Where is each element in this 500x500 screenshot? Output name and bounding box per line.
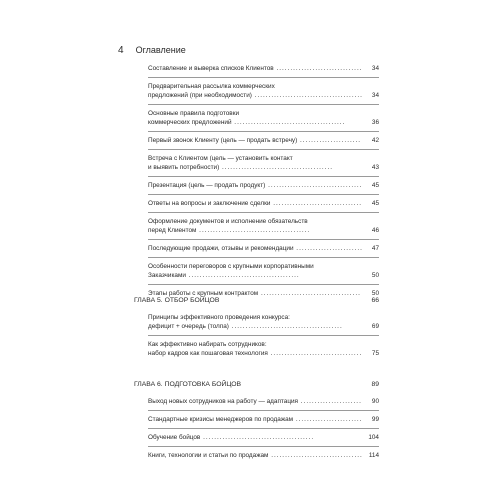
toc-entry[interactable] xyxy=(148,136,379,145)
leader-dots: ...................... xyxy=(298,398,362,405)
leader-dots: ........................ xyxy=(293,416,363,423)
leader-dots: .................................. xyxy=(265,182,363,189)
toc-entry-text: Первый звонок Клиенту (цель — продать встречу) xyxy=(148,137,298,144)
divider xyxy=(148,257,379,258)
toc-entry-text: Ответы на вопросы и заключение сделки xyxy=(148,200,271,207)
divider xyxy=(148,77,379,78)
toc-entry-text: Предварительная рассылка коммерческих xyxy=(148,83,275,90)
divider xyxy=(148,284,379,285)
toc-entry-text: и выявить потребности) xyxy=(148,164,220,171)
chapter-6-heading[interactable] xyxy=(134,380,379,389)
toc-entry-text: Как эффективно набирать сотрудников: xyxy=(148,341,267,348)
toc-entry-text: Последующие продажи, отзывы и рекомендации xyxy=(148,245,294,252)
leader-dots: ........................................ xyxy=(228,323,343,330)
toc-entry-page: 90 xyxy=(371,398,379,405)
toc-entry-page: 46 xyxy=(371,227,379,234)
leader-dots: ........................................ xyxy=(219,164,333,171)
toc-entry-text: перед Клиентом xyxy=(148,227,197,234)
chapter-6-title: ГЛАВА 6. ПОДГОТОВКА БОЙЦОВ xyxy=(134,381,242,388)
toc-entry-page: 45 xyxy=(371,200,379,207)
toc-entry-page: 45 xyxy=(371,182,379,189)
toc-entry-text: набор кадров как пошаговая технология xyxy=(148,350,268,357)
chapter-5-heading[interactable] xyxy=(134,296,379,305)
toc-entry-text: дефицит + очередь (толпа) xyxy=(148,323,229,330)
divider xyxy=(148,149,379,150)
toc-entry-page: 43 xyxy=(371,164,379,171)
toc-entry-text: Стандартные кризисы менеджеров по продажам xyxy=(148,416,294,423)
toc-entry-page: 42 xyxy=(371,137,379,144)
toc-entry-page: 34 xyxy=(371,92,379,99)
toc-entry-text: Составление и выверка списков Клиентов xyxy=(148,65,274,72)
leader-dots: ........................................ xyxy=(231,119,346,126)
toc-entry[interactable] xyxy=(148,217,379,235)
toc-entry[interactable] xyxy=(148,340,379,358)
divider xyxy=(148,335,379,336)
toc-entry[interactable] xyxy=(148,415,379,424)
leader-dots: ...................... xyxy=(297,137,362,144)
leader-dots: ........................ xyxy=(293,245,363,252)
toc-entry[interactable] xyxy=(148,82,379,100)
toc-entry-page: 34 xyxy=(371,65,379,72)
toc-entry[interactable] xyxy=(148,433,379,442)
page-number: 4 xyxy=(118,45,124,56)
leader-dots: ............................... xyxy=(273,65,363,72)
toc-entry-text: Книги, технологии и статьи по продажам xyxy=(148,452,269,459)
toc-entry[interactable] xyxy=(148,397,379,406)
divider xyxy=(148,239,379,240)
divider xyxy=(148,428,379,429)
toc-entry-text: Заказчиками xyxy=(148,272,186,279)
toc-entry[interactable] xyxy=(148,199,379,208)
toc-entry[interactable] xyxy=(148,313,379,331)
toc-entry-text: Выход новых сотрудников на работу — адаптация xyxy=(148,398,299,405)
divider xyxy=(148,446,379,447)
divider xyxy=(148,104,379,105)
leader-dots: ................................. xyxy=(267,350,363,357)
toc-entry[interactable] xyxy=(148,451,379,460)
leader-dots: ................................. xyxy=(268,452,363,459)
toc-entry[interactable] xyxy=(148,262,379,280)
leader-dots: ........................................ xyxy=(200,434,315,441)
chapter-5-title: ГЛАВА 5. ОТБОР БОЙЦОВ xyxy=(134,297,220,304)
leader-dots: ................................ xyxy=(270,200,363,207)
chapter-6-page: 89 xyxy=(371,381,379,388)
toc-section-1 xyxy=(148,64,379,298)
leader-dots: ........................................ xyxy=(196,227,311,234)
toc-entry-text: Особенности переговоров с крупными корпоративными xyxy=(148,263,314,270)
chapter-5-entries xyxy=(148,313,379,358)
divider xyxy=(148,212,379,213)
toc-entry-text: Этапы работы с крупным контрактом xyxy=(148,290,259,297)
divider xyxy=(148,410,379,411)
toc-entry-text: Презентация (цель — продать продукт) xyxy=(148,182,266,189)
leader-dots: ........................................ xyxy=(185,272,300,279)
chapter-5-page: 66 xyxy=(371,297,379,304)
toc-entry-text: коммерческих предложений xyxy=(148,119,232,126)
leader-dots: ....................................... xyxy=(251,92,363,99)
toc-entry-page: 99 xyxy=(371,416,379,423)
chapter-6-entries xyxy=(148,397,379,460)
toc-entry-page: 104 xyxy=(368,434,379,441)
toc-entry-page: 50 xyxy=(371,290,379,297)
toc-entry-text: Оформление документов и исполнение обязательств xyxy=(148,218,308,225)
toc-entry-text: предложений (при необходимости) xyxy=(148,92,252,99)
toc-entry-page: 69 xyxy=(371,323,379,330)
toc-entry-text: Принципы эффективного проведения конкурса: xyxy=(148,314,290,321)
divider xyxy=(148,176,379,177)
toc-entry[interactable] xyxy=(148,154,379,172)
toc-entry[interactable] xyxy=(148,244,379,253)
toc-entry[interactable] xyxy=(148,64,379,73)
toc-entry-text: Обучение бойцов xyxy=(148,434,201,441)
toc-entry-page: 114 xyxy=(368,452,379,459)
running-title: Оглавление xyxy=(135,45,186,55)
toc-entry[interactable] xyxy=(148,181,379,190)
toc-entry-text: Встреча с Клиентом (цель — установить контакт xyxy=(148,155,293,162)
toc-entry[interactable] xyxy=(148,109,379,127)
divider xyxy=(148,131,379,132)
leader-dots: .................................... xyxy=(258,290,361,297)
toc-entry-page: 47 xyxy=(371,245,379,252)
page-header xyxy=(118,45,186,56)
toc-entry-text: Основные правила подготовки xyxy=(148,110,240,117)
toc-entry-page: 50 xyxy=(371,272,379,279)
divider xyxy=(148,194,379,195)
toc-entry-page: 36 xyxy=(371,119,379,126)
toc-entry-page: 75 xyxy=(371,350,379,357)
